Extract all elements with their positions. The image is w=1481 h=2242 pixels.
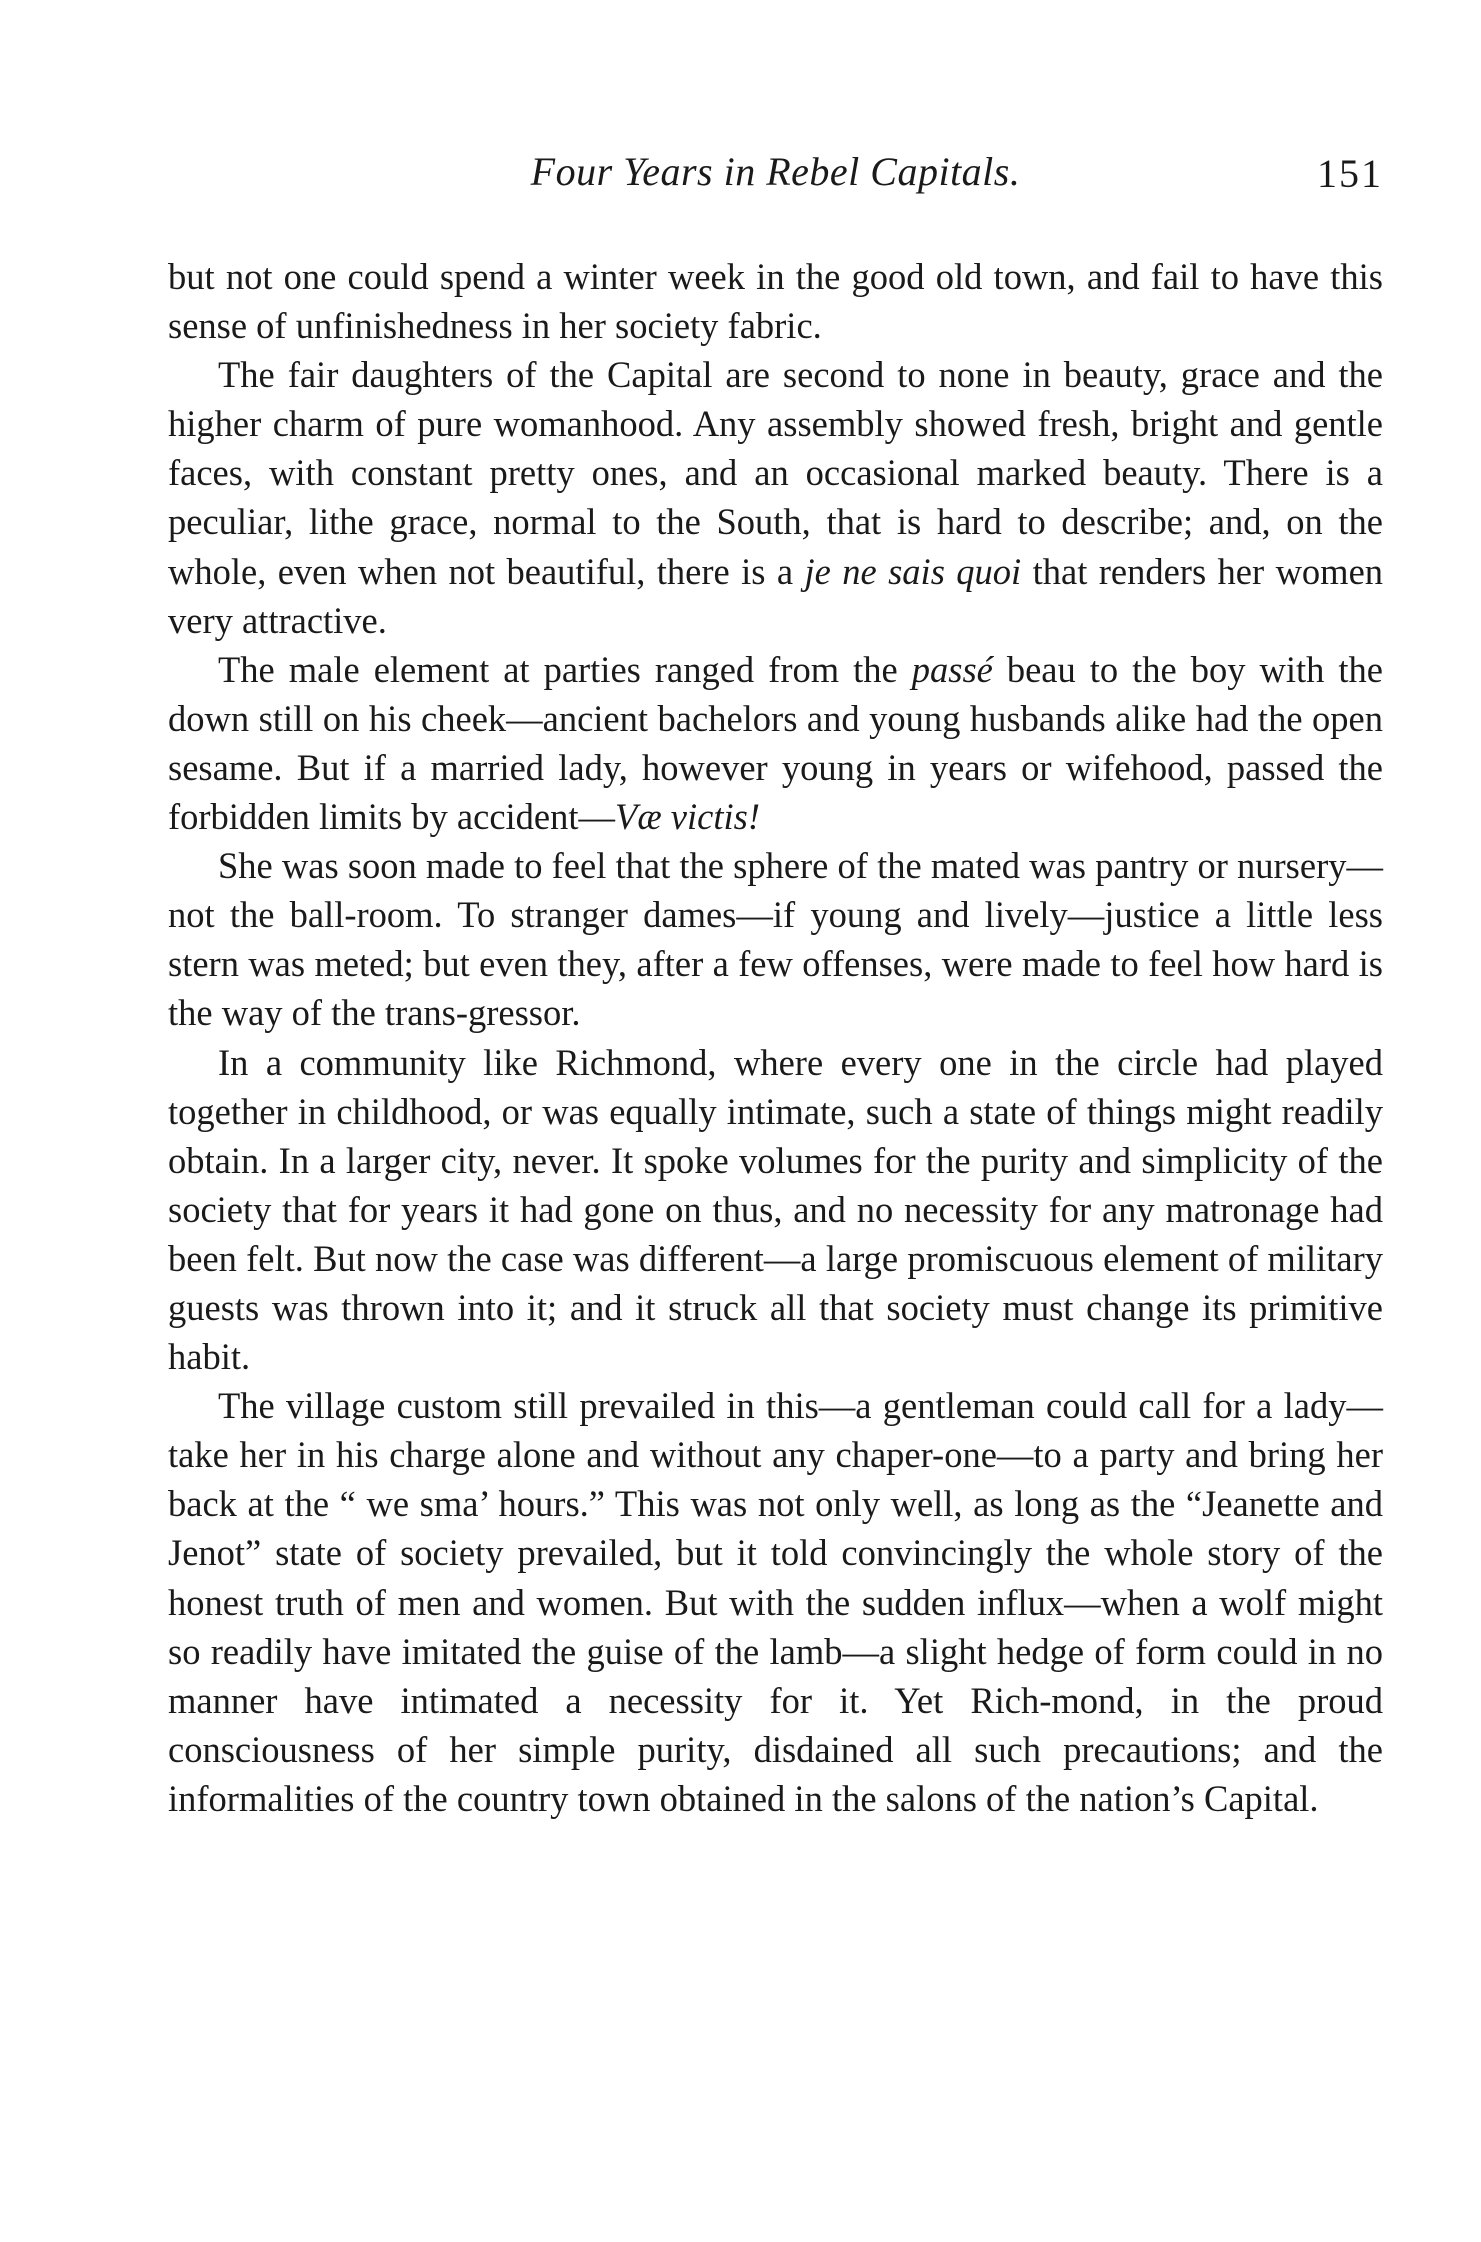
italic-phrase: je ne sais quoi [804, 550, 1022, 592]
page-number: 151 [1317, 151, 1383, 196]
body-text [168, 252, 1383, 1823]
paragraph-community: In a community like Richmond, where every one in the circle had played together in childhood, or was equally intimate, such a state of things might readily obtain. In a larger city, never. It spoke volumes for the purity and simplicity of the society that for years it had gone on thus, and no necessity for any matronage had been felt. But now the case was different—a large promiscuous element of military guests was thrown into it; and it struck all that society must change its primitive habit. [168, 1041, 1383, 1378]
paragraph-sphere: She was soon made to feel that the sphere of the mated was pantry or nursery—not the ball-room. To stranger dames—if young and lively—justice a little less stern was meted; but even they, after a few offenses, were made to feel how hard is the way of the trans-gressor. [168, 845, 1383, 1034]
paragraph-text: beau to the boy with the down still on his cheek—ancient bachelors and young husbands alike had the open sesame. But if a married lady, however young in years or wifehood, passed the forbidden limits by accident— [168, 648, 1383, 838]
paragraph-fair-daughters [168, 350, 1383, 645]
paragraph-continued: but not one could spend a winter week in the good old town, and fail to have this sense of unfinishedness in her society fabric. [168, 256, 1383, 347]
italic-word: passé [911, 648, 993, 690]
paragraph-text: The fair daughters of the Capital are second to none in beauty, grace and the higher charm of pure womanhood. Any assembly showed fresh, bright and gentle faces, with constant pretty ones, and an occasional marked beauty. There is a peculiar, lithe grace, normal to the South, that is hard to describe; and, on the whole, even when not beautiful, there is a [168, 354, 1383, 592]
paragraph-village-custom: The village custom still prevailed in this—a gentleman could call for a lady—take her in his charge alone and without any chaper-one—to a party and bring her back at the “ we sma’ hours.” This was not only well, as long as the “Jeanette and Jenot” state of society prevailed, but it told convincingly the whole story of the honest truth of men and women. But with the sudden influx—when a wolf might so readily have imitated the guise of the lamb—a slight hedge of form could in no manner have intimated a necessity for it. Yet Rich-mond, in the proud consciousness of her simple purity, disdained all such precautions; and the informalities of the country town obtained in the salons of the nation’s Capital. [168, 1385, 1383, 1819]
running-title: Four Years in Rebel Capitals. [530, 149, 1021, 194]
paragraph-male-element [168, 645, 1383, 841]
paragraph-text: The male element at parties ranged from the [218, 648, 912, 690]
running-head [168, 148, 1383, 208]
paragraph-text: that renders her women very attractive. [168, 550, 1384, 641]
italic-phrase: Væ victis! [615, 796, 760, 838]
